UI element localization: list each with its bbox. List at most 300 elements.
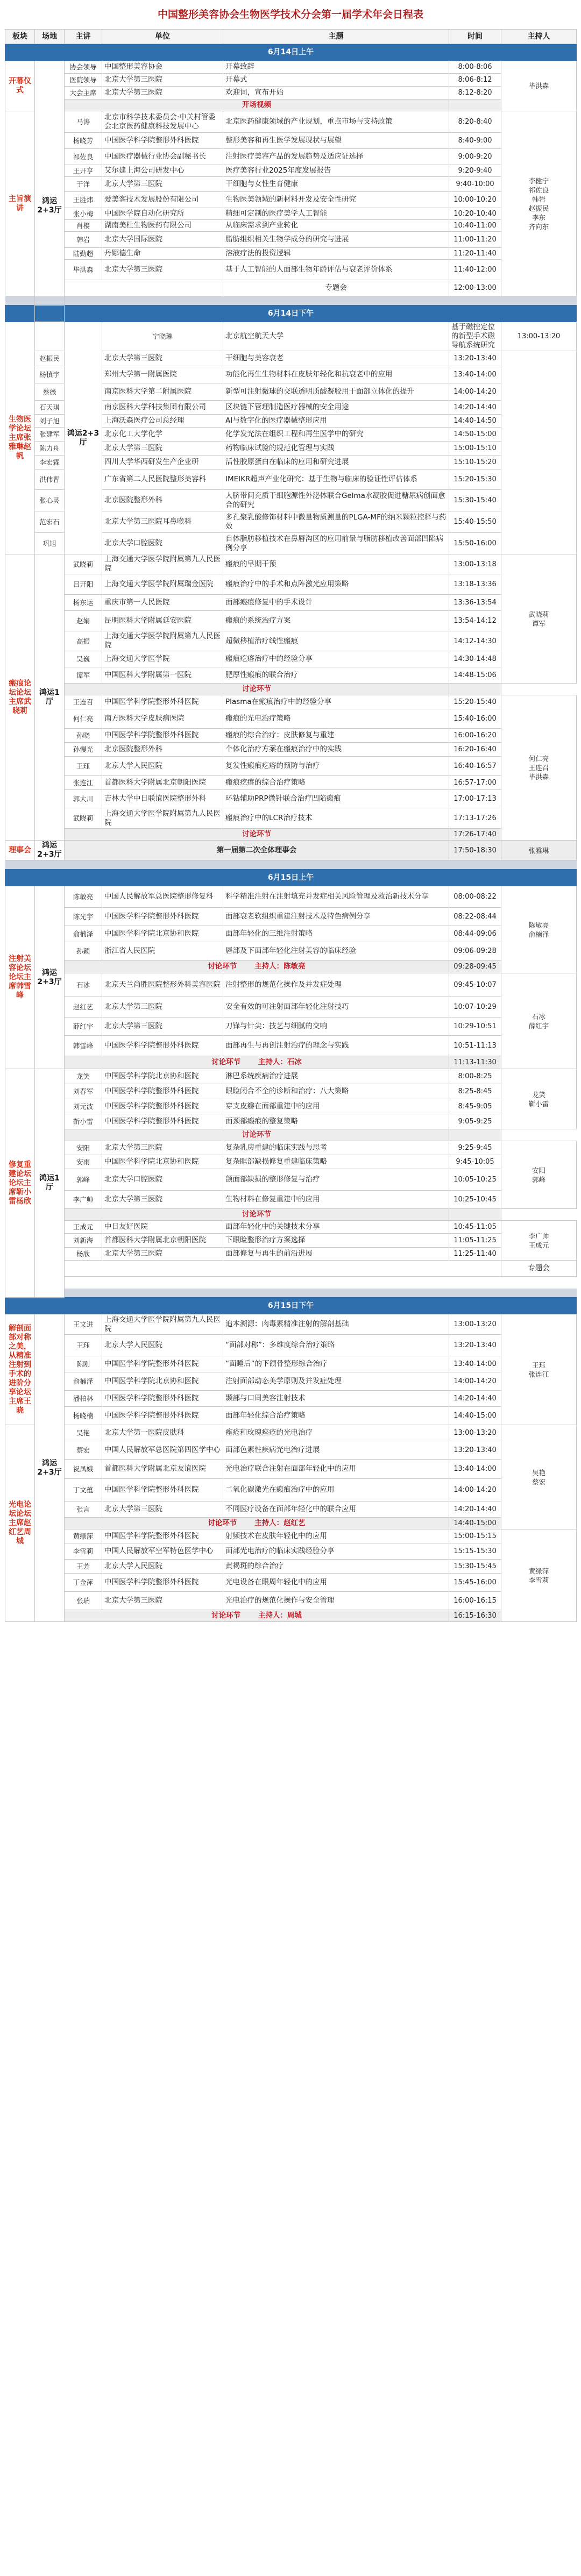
- speaker-unit: 中国医学科学院整形外科医院: [102, 1529, 223, 1543]
- moderator-name: 陈敏亮: [528, 921, 549, 929]
- talk-topic: 生物材料在修复重建中的应用: [223, 1191, 449, 1209]
- moderator-name: 王珏: [532, 1361, 545, 1369]
- talk-time: 13:40-14:00: [449, 366, 501, 383]
- speaker-unit: 中国人民解放军总医院第四医学中心: [102, 1441, 223, 1460]
- speaker-unit: 四川大学华西研发生产企业研: [102, 456, 223, 469]
- talk-time: 8:25-8:45: [449, 1084, 501, 1099]
- talk-time: 13:00-13:20: [449, 1314, 501, 1335]
- venue-label: 鸿运2+3厅: [35, 841, 65, 860]
- session-row: [5, 192, 577, 208]
- talk-topic: 眼睑闭合不全的诊断和治疗：八大策略: [223, 1084, 449, 1099]
- talk-time: 9:05-9:25: [449, 1114, 501, 1129]
- talk-topic: 复发性瘢痕疙瘩的预防与治疗: [223, 757, 449, 776]
- session-row: [5, 61, 577, 74]
- speaker-name: 杨欣: [65, 1248, 102, 1261]
- talk-time: 17:00-17:13: [449, 790, 501, 808]
- speaker-name: 张心灵: [35, 490, 65, 511]
- section-separator: [5, 860, 577, 870]
- talk-time: 14:20-14:40: [449, 1502, 501, 1518]
- talk-topic: 复杂乳房重建的临床实践与思考: [223, 1141, 449, 1155]
- discussion-row: [5, 1056, 577, 1069]
- talk-time: 11:25-11:40: [449, 1248, 501, 1261]
- talk-topic: 颌面部缺损的整形修复与治疗: [223, 1169, 449, 1191]
- moderator-cell: [501, 111, 577, 296]
- talk-topic: 面部年轻化综合治疗策略: [223, 1407, 449, 1425]
- speaker-name: 医院领导: [65, 74, 102, 87]
- session-row: [5, 1479, 577, 1502]
- session-row: [5, 177, 577, 192]
- talk-time: 16:20-16:40: [449, 743, 501, 757]
- speaker-unit: 首都医科大学附属北京朝阳医院: [102, 776, 223, 790]
- meeting-blank: [65, 280, 223, 296]
- session-row: [5, 808, 577, 829]
- meeting-time: 12:00-13:00: [449, 280, 501, 296]
- talk-topic: 医疗美容行业2025年度发展报告: [223, 165, 449, 177]
- talk-topic: 瘢痕治疗中的LCR治疗技术: [223, 808, 449, 829]
- talk-topic: 瘢痕的早期干预: [223, 554, 449, 574]
- talk-topic: 追本溯源：肉毒素精准注射的解剖基础: [223, 1314, 449, 1335]
- page-title: 中国整形美容协会生物医学技术分会第一届学术年会日程表: [157, 9, 423, 20]
- block-label: 解剖面部对称之美，从精准注射到手术的进阶分享论坛主席王晓: [5, 1314, 35, 1425]
- talk-time: 10:51-11:13: [449, 1036, 501, 1056]
- speaker-name: 孙颖: [65, 942, 102, 960]
- talk-topic: 开幕致辞: [223, 61, 449, 74]
- speaker-unit: 上海交通大学医学院附属第九人民医院: [102, 808, 223, 829]
- block-label: 理事会: [5, 841, 35, 860]
- talk-topic: 瘢痕治疗中的手术和点阵激光应用策略: [223, 574, 449, 595]
- speaker-unit: 北京市科学技术委员会·中关村管委会北京医药健康科技发展中心: [102, 111, 223, 133]
- session-row: [5, 208, 577, 220]
- header-host: 主讲: [65, 30, 102, 44]
- talk-time: 13:40-14:00: [449, 1356, 501, 1372]
- speaker-unit: 中国医学科学院整形外科医院: [102, 1036, 223, 1056]
- session-row: [5, 74, 577, 87]
- talk-time: 9:40-10:00: [449, 177, 501, 192]
- council-topic: 第一届第二次全体理事会: [65, 841, 449, 860]
- blank-cell: [65, 1277, 577, 1289]
- talk-time: 15:20-15:40: [449, 695, 501, 709]
- discussion-row: [5, 1518, 577, 1529]
- talk-time: 14:50-15:00: [449, 428, 501, 442]
- talk-time: 14:00-14:20: [449, 1479, 501, 1502]
- talk-topic: 基于磁控定位的新型手术磁导航系统研究: [449, 322, 501, 351]
- session-row: [5, 790, 577, 808]
- session-row: [5, 1460, 577, 1479]
- talk-time: 9:45-10:05: [449, 1155, 501, 1169]
- speaker-unit: 中国医学院自动化研究所: [102, 208, 223, 220]
- session-row: [5, 165, 577, 177]
- talk-topic: 环钻辅助PRP微针联合治疗凹陷瘢痕: [223, 790, 449, 808]
- session-row: [5, 651, 577, 667]
- venue-label: 鸿运2+3厅: [35, 1314, 65, 1622]
- talk-time: 15:20-15:30: [449, 469, 501, 490]
- moderator-name: 祁佐良: [528, 186, 549, 194]
- discussion-label: [65, 684, 449, 695]
- talk-time: 10:20-10:40: [449, 208, 501, 220]
- session-row: [5, 1036, 577, 1056]
- speaker-name: 俞楠泽: [65, 1372, 102, 1391]
- video-time: [449, 99, 501, 111]
- moderator-name: 王成元: [528, 1241, 549, 1249]
- session-row: [5, 776, 577, 790]
- talk-time: 9:00-9:20: [449, 149, 501, 165]
- speaker-unit: 北京大学第三医院: [102, 74, 223, 87]
- speaker-name: 孙慢光: [65, 743, 102, 757]
- talk-time: 8:40-9:00: [449, 133, 501, 149]
- talk-topic: 面部年轻化中的关键技术分享: [223, 1221, 449, 1234]
- speaker-unit: 上海交通大学医学院附属第九人民医院: [102, 631, 223, 651]
- moderator-name: 俞楠泽: [528, 930, 549, 938]
- talk-time: 14:40-14:50: [449, 415, 501, 428]
- speaker-name: 王成元: [65, 1221, 102, 1234]
- talk-topic: 北京医药健康领域的产业规划，重点市场与支持政策: [223, 111, 449, 133]
- speaker-unit: 中国医科大学附属第一医院: [102, 667, 223, 684]
- talk-topic: 面部光电治疗的临床实践经验分享: [223, 1543, 449, 1560]
- session-row: [5, 1529, 577, 1543]
- speaker-unit: 首都医科大学附属北京朝阳医院: [102, 1234, 223, 1248]
- speaker-unit: 中国医学科学院整形外科医院: [102, 1479, 223, 1502]
- talk-topic: 肥厚性瘢痕的联合治疗: [223, 667, 449, 684]
- moderator-name: 郭峰: [532, 1175, 545, 1184]
- speaker-name: 张瑞: [65, 1592, 102, 1610]
- talk-topic: 射频技术在皮肤年轻化中的应用: [223, 1529, 449, 1543]
- talk-topic: 注射医疗美容产品的发展趋势及适应证选择: [223, 149, 449, 165]
- block-label: 光电论坛论坛主席赵红艺周城: [5, 1425, 35, 1622]
- meeting-blank: [65, 1261, 501, 1277]
- speaker-name: 刘元波: [65, 1099, 102, 1114]
- speaker-unit: 北京医院整形外科: [102, 490, 223, 511]
- day-banner: [5, 305, 577, 322]
- session-row: [5, 926, 577, 942]
- speaker-name: 靳小雷: [65, 1114, 102, 1129]
- speaker-name: 王连召: [65, 695, 102, 709]
- speaker-name: 黄绿萍: [65, 1529, 102, 1543]
- speaker-name: 刘春军: [65, 1084, 102, 1099]
- speaker-name: 丁文蕴: [65, 1479, 102, 1502]
- day-banner-label: 6月14日下午: [5, 305, 577, 322]
- speaker-name: 杨晓芳: [65, 133, 102, 149]
- talk-time: 08:00-08:22: [449, 886, 501, 908]
- speaker-unit: 中国医学科学院北京协和医院: [102, 926, 223, 942]
- venue-label: 鸿运1厅: [35, 1069, 65, 1298]
- talk-time: 09:45-10:07: [449, 973, 501, 997]
- talk-time: 8:12-8:20: [449, 87, 501, 99]
- speaker-unit: 北京大学第三医院: [102, 1248, 223, 1261]
- speaker-unit: 中国医学科学院整形外科医院: [102, 908, 223, 926]
- talk-time: 13:00-13:20: [501, 322, 577, 351]
- talk-topic: 面部年轻化的三维注射策略: [223, 926, 449, 942]
- speaker-name: 毕洪森: [65, 260, 102, 280]
- talk-time: 8:00-8:06: [449, 61, 501, 74]
- session-row: [5, 743, 577, 757]
- moderator-name: 黄绿萍: [528, 1567, 549, 1575]
- speaker-unit: 北京大学第三医院: [102, 351, 223, 366]
- talk-topic: 化学发光法在组织工程和再生医学中的研究: [223, 428, 449, 442]
- session-row: [5, 695, 577, 709]
- talk-time: 08:22-08:44: [449, 908, 501, 926]
- session-row: [5, 87, 577, 99]
- header-time: 时间: [449, 30, 501, 44]
- talk-time: 15:40-16:00: [449, 709, 501, 729]
- speaker-name: 王珏: [65, 757, 102, 776]
- speaker-name: 刘子旭: [35, 415, 65, 428]
- speaker-name: 王胜炜: [65, 192, 102, 208]
- talk-topic: 颞部与口周美容注射技术: [223, 1391, 449, 1407]
- speaker-name: 赵娟: [65, 611, 102, 631]
- speaker-name: 陈力舟: [35, 442, 65, 456]
- discussion-row: [5, 1209, 577, 1221]
- session-row: [5, 908, 577, 926]
- discussion-label: [65, 960, 449, 973]
- talk-time: 16:00-16:15: [449, 1592, 501, 1610]
- session-row: [5, 1543, 577, 1560]
- talk-topic: 下眼睑整形治疗方案选择: [223, 1234, 449, 1248]
- moderator-name: 毕洪森: [528, 82, 549, 90]
- venue-label: 鸿运2+3厅: [65, 322, 102, 554]
- moderator-name: 石冰: [532, 1012, 545, 1021]
- speaker-unit: 中国医学科学院整形外科医院: [102, 695, 223, 709]
- moderator-name: 安阳: [532, 1166, 545, 1175]
- speaker-unit: 北京大学第三医院: [102, 177, 223, 192]
- moderator-name: 齐向东: [528, 222, 549, 231]
- speaker-unit: 北京大学第三医院: [102, 442, 223, 456]
- talk-topic: 瘢痕的光电治疗策略: [223, 709, 449, 729]
- talk-topic: 光电治疗联合注射在面部年轻化中的应用: [223, 1460, 449, 1479]
- talk-topic: 科学精准注射在注射填充并发症相关风险管理及救治新技术分享: [223, 886, 449, 908]
- talk-time: 11:20-11:40: [449, 248, 501, 260]
- session-row: [5, 1191, 577, 1209]
- talk-topic: 安全有效的可注射面部年轻化注射技巧: [223, 997, 449, 1017]
- talk-time: 13:54-14:12: [449, 611, 501, 631]
- moderator-cell: [501, 886, 577, 973]
- discussion-host: 主持人：赵红艺: [252, 1519, 306, 1527]
- speaker-name: 韩岩: [65, 232, 102, 248]
- talk-topic: IMEIKR超声产业化研究：基于生物与临床的验证性评估体系: [223, 469, 449, 490]
- speaker-unit: 北京大学第三医院: [102, 87, 223, 99]
- council-row: [5, 841, 577, 860]
- session-row: [5, 133, 577, 149]
- speaker-unit: 北京大学第三医院: [102, 997, 223, 1017]
- speaker-unit: 北京大学第三医院: [102, 1502, 223, 1518]
- discussion-label: [65, 1518, 449, 1529]
- talk-topic: 刀锋与针尖：技艺与细腻的交响: [223, 1017, 449, 1036]
- speaker-unit: 中国整形美容协会: [102, 61, 223, 74]
- session-row: [5, 997, 577, 1017]
- talk-time: 15:30-15:40: [449, 490, 501, 511]
- moderator-name: 蔡宏: [532, 1477, 545, 1486]
- speaker-unit: 北京大学人民医院: [102, 1335, 223, 1356]
- discussion-time: 14:40-15:00: [449, 1518, 501, 1529]
- session-row: [5, 1017, 577, 1036]
- speaker-name: 王芳: [65, 1560, 102, 1574]
- speaker-name: 陈光宇: [65, 908, 102, 926]
- session-row: [5, 1574, 577, 1592]
- venue-label: 鸿运2+3厅: [35, 61, 65, 351]
- talk-time: 11:00-11:20: [449, 232, 501, 248]
- speaker-unit: 中国医学科学院整形外科医院: [102, 1574, 223, 1592]
- session-row: [5, 886, 577, 908]
- moderator-cell: [501, 61, 577, 111]
- meeting-row: [5, 1261, 577, 1277]
- discussion-row: [5, 1610, 577, 1622]
- talk-topic: 面颈部瘢痕的整复策略: [223, 1114, 449, 1129]
- block-label: 修复重建论坛论坛主席靳小雷杨欣: [5, 1069, 35, 1298]
- speaker-name: 俞楠泽: [65, 926, 102, 942]
- moderator-cell: [501, 1314, 577, 1425]
- speaker-unit: 中国医学科学院整形外科医院: [102, 133, 223, 149]
- speaker-name: 刘新海: [65, 1234, 102, 1248]
- separator-bar: [5, 296, 577, 305]
- table-header: [5, 30, 577, 44]
- speaker-unit: 中国人民解放军空军特色医学中心: [102, 1543, 223, 1560]
- talk-topic: 瘢痕疙瘩治疗中的经验分享: [223, 651, 449, 667]
- discussion-row: [5, 1129, 577, 1141]
- speaker-unit: 丹娜德生命: [102, 248, 223, 260]
- session-row: [5, 1391, 577, 1407]
- discussion-title: 讨论环节: [242, 685, 271, 693]
- speaker-unit: 郑州大学第一附属医院: [102, 366, 223, 383]
- speaker-name: 吴巍: [65, 651, 102, 667]
- speaker-unit: 中国人民解放军总医院整形修复科: [102, 886, 223, 908]
- header-moderator: 主持人: [501, 30, 577, 44]
- discussion-row: [5, 960, 577, 973]
- talk-topic: 面部色素性疾病光电治疗进展: [223, 1441, 449, 1460]
- speaker-name: 孙晓: [65, 729, 102, 743]
- speaker-name: 陆勤超: [65, 248, 102, 260]
- session-row: [5, 709, 577, 729]
- moderator-cell: [501, 973, 577, 1069]
- speaker-unit: 中国医学科学院整形外科医院: [102, 1084, 223, 1099]
- moderator-cell: [501, 1069, 577, 1129]
- speaker-unit: 上海交通大学医学院附属第九人民医院: [102, 554, 223, 574]
- talk-topic: 整形美容和再生医学发展现状与展望: [223, 133, 449, 149]
- talk-topic: 淋巴系统疾病治疗进展: [223, 1069, 449, 1084]
- talk-topic: 注射面部动态美学原则及并发症处理: [223, 1372, 449, 1391]
- session-row: [5, 1084, 577, 1099]
- speaker-unit: 北京大学国际医院: [102, 232, 223, 248]
- talk-topic: 面部衰老软组织重建注射技术及特色病例分享: [223, 908, 449, 926]
- talk-time: 16:00-16:20: [449, 729, 501, 743]
- session-row: [5, 574, 577, 595]
- separator-bar: [65, 1289, 577, 1298]
- talk-topic: 痤疮和玫瑰痤疮的光电治疗: [223, 1425, 449, 1441]
- discussion-title: 讨论环节: [242, 830, 271, 838]
- moderator-name: 龙笑: [532, 1090, 545, 1099]
- day-banner-label: 6月15日上午: [5, 870, 577, 886]
- discussion-row: [5, 829, 577, 841]
- talk-time: 15:50-16:00: [449, 533, 501, 554]
- speaker-unit: 中国医学科学院北京协和医院: [102, 1155, 223, 1169]
- discussion-time: 11:13-11:30: [449, 1056, 501, 1069]
- talk-topic: 黄褐斑的综合治疗: [223, 1560, 449, 1574]
- talk-topic: 干细胞与女性生育健康: [223, 177, 449, 192]
- meeting-label: 专题会: [501, 1261, 577, 1277]
- talk-time: 13:00-13:20: [449, 1425, 501, 1441]
- speaker-name: 张建军: [35, 428, 65, 442]
- moderator-name: 王连召: [528, 764, 549, 772]
- speaker-name: 石天琪: [35, 401, 65, 415]
- session-row: [5, 1560, 577, 1574]
- discussion-label: [65, 1129, 449, 1141]
- talk-time: 13:00-13:18: [449, 554, 501, 574]
- talk-time: 16:40-16:57: [449, 757, 501, 776]
- talk-time: 14:20-14:40: [449, 1391, 501, 1407]
- moderator-name: 韩岩: [532, 195, 545, 203]
- talk-time: 11:40-12:00: [449, 260, 501, 280]
- speaker-unit: 吉林大学中日联谊医院整形外科: [102, 790, 223, 808]
- talk-topic: 光电治疗的规范化操作与安全管理: [223, 1592, 449, 1610]
- speaker-unit: 广东省第二人民医院整形美容科: [102, 469, 223, 490]
- session-row: [5, 1372, 577, 1391]
- talk-topic: 光电设备在眼周年轻化中的应用: [223, 1574, 449, 1592]
- talk-topic: 活性胶原蛋白在临床的应用和研究进展: [223, 456, 449, 469]
- speaker-name: 王珏: [65, 1335, 102, 1356]
- speaker-unit: 重庆市第一人民医院: [102, 595, 223, 611]
- talk-time: 10:00-10:20: [449, 192, 501, 208]
- moderator-cell: [501, 554, 577, 684]
- speaker-name: 张小梅: [65, 208, 102, 220]
- speaker-name: 赵振民: [35, 351, 65, 366]
- moderator-name: 李广帅: [528, 1232, 549, 1240]
- talk-topic: 新型可注射微球的交联透明质酸凝胶用于面部立体化的提升: [223, 383, 449, 401]
- talk-topic: 面部再生与再创注射治疗的理念与实践: [223, 1036, 449, 1056]
- session-row: [5, 942, 577, 960]
- speaker-name: 杨东运: [65, 595, 102, 611]
- blank-row: [5, 1277, 577, 1289]
- talk-topic: 溶液疗法的投资逻辑: [223, 248, 449, 260]
- session-row: [5, 1592, 577, 1610]
- talk-time: 11:05-11:25: [449, 1234, 501, 1248]
- video-label: 开场视频: [65, 99, 449, 111]
- session-row: [5, 667, 577, 684]
- talk-topic: 多孔聚乳酸修饰材料中微量物质测量的PLGA-MF的纳米颗粒控释与药效: [223, 511, 449, 533]
- session-row: [5, 1335, 577, 1356]
- header-org: 单位: [102, 30, 223, 44]
- speaker-name: 祁佐良: [65, 149, 102, 165]
- talk-time: 14:00-14:20: [449, 1372, 501, 1391]
- speaker-unit: 上海沃森医疗公司总经理: [102, 415, 223, 428]
- speaker-name: 李雪莉: [65, 1543, 102, 1560]
- speaker-unit: 上海交通大学医学院附属瑞金医院: [102, 574, 223, 595]
- speaker-unit: 中日友好医院: [102, 1221, 223, 1234]
- speaker-unit: 中国医学科学院整形外科医院: [102, 1356, 223, 1372]
- talk-time: 09:06-09:28: [449, 942, 501, 960]
- day-banner: [5, 870, 577, 886]
- speaker-unit: 南方医科大学皮肤病医院: [102, 709, 223, 729]
- moderator-name: 武晓莉: [528, 610, 549, 618]
- session-row: [5, 1441, 577, 1460]
- discussion-label: [65, 1056, 449, 1069]
- speaker-name: 巩旭: [35, 533, 65, 554]
- separator-bar: [5, 860, 577, 870]
- discussion-title: 讨论环节: [242, 1210, 271, 1219]
- day-banner: [5, 44, 577, 61]
- speaker-unit: 中国医学科学院整形外科医院: [102, 1114, 223, 1129]
- talk-topic: 干细胞与美容衰老: [223, 351, 449, 366]
- session-row: [5, 1502, 577, 1518]
- talk-time: 15:30-15:45: [449, 1560, 501, 1574]
- speaker-name: 吴艳: [65, 1425, 102, 1441]
- speaker-unit: 昆明医科大学附属延安医院: [102, 611, 223, 631]
- talk-topic: 区块链下管理制造医疗器械的安全用途: [223, 401, 449, 415]
- speaker-unit: 北京大学口腔医院: [102, 533, 223, 554]
- discussion-title: 讨论环节: [208, 962, 237, 971]
- speaker-name: 李广帅: [65, 1191, 102, 1209]
- speaker-name: 谭军: [65, 667, 102, 684]
- speaker-unit: 中国医学科学院整形外科医院: [102, 1407, 223, 1425]
- header-topic: 主题: [223, 30, 449, 44]
- block-label: 开幕仪式: [5, 61, 35, 111]
